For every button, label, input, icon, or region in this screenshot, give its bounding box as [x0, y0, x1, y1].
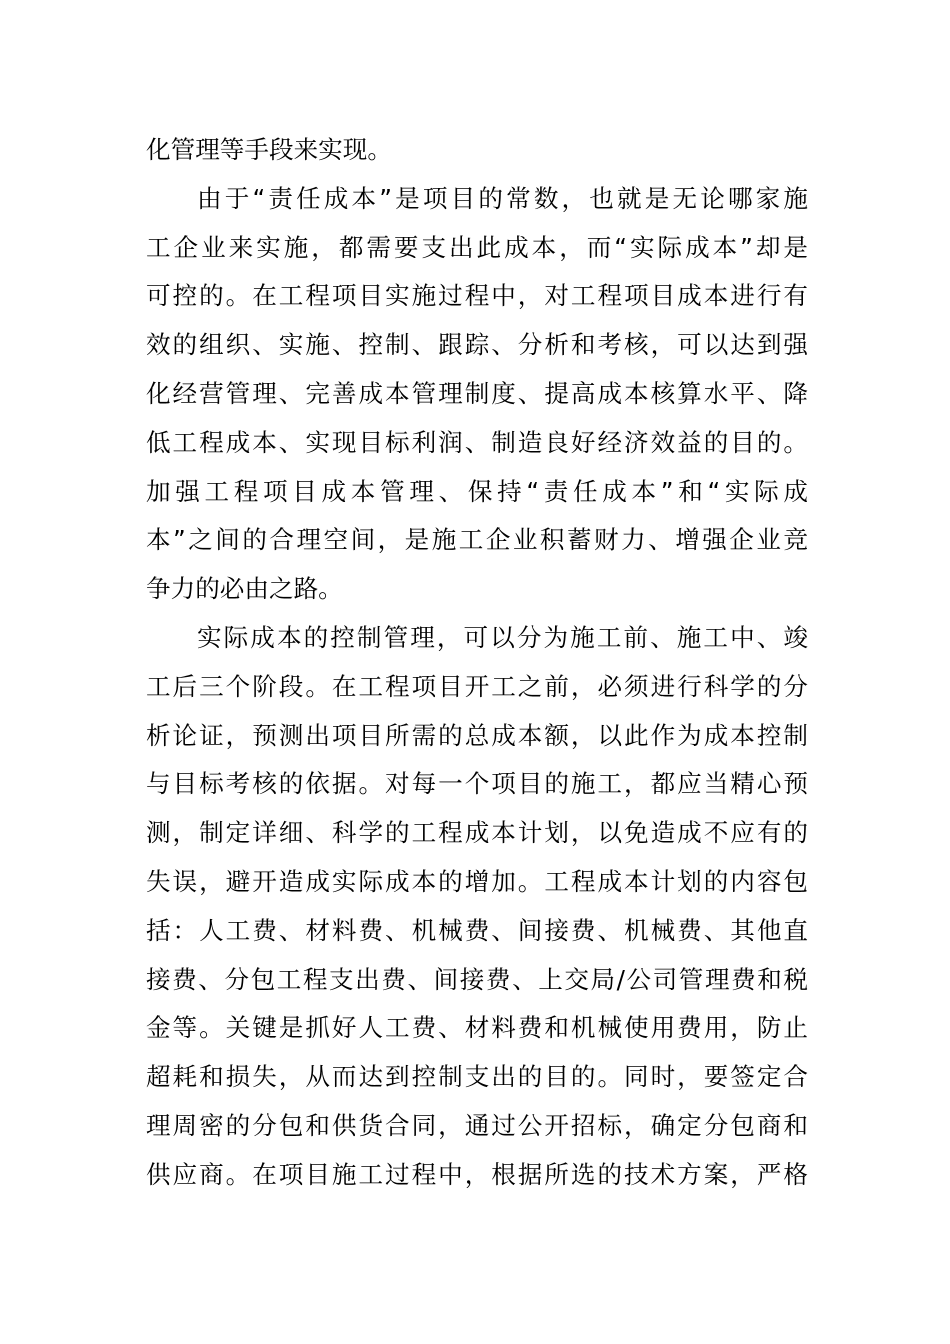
text-line: 超耗和损失，从而达到控制支出的目的。同时，要签定合 — [146, 1062, 808, 1092]
text-line: 实际成本的控制管理，可以分为施工前、施工中、竣 — [197, 622, 808, 652]
text-line: 与目标考核的依据。对每一个项目的施工，都应当精心预 — [146, 769, 808, 799]
body-text — [146, 126, 808, 1200]
text-line: 低工程成本、实现目标利润、制造良好经济效益的目的。 — [146, 427, 808, 457]
text-line: 理周密的分包和供货合同，通过公开招标，确定分包商和 — [146, 1110, 808, 1140]
text-line: 测，制定详细、科学的工程成本计划，以免造成不应有的 — [146, 818, 808, 848]
text-line: 由于“责任成本”是项目的常数，也就是无论哪家施 — [197, 183, 808, 213]
text-line: 金等。关键是抓好人工费、材料费和机械使用费用，防止 — [146, 1013, 808, 1043]
text-line: 失误，避开造成实际成本的增加。工程成本计划的内容包 — [146, 866, 808, 896]
text-line: 供应商。在项目施工过程中，根据所选的技术方案，严格 — [146, 1159, 808, 1189]
text-line: 工后三个阶段。在工程项目开工之前，必须进行科学的分 — [146, 671, 808, 701]
text-line: 化管理等手段来实现。 — [146, 135, 392, 164]
text-line: 化经营管理、完善成本管理制度、提高成本核算水平、降 — [146, 378, 808, 408]
text-line: 本”之间的合理空间，是施工企业积蓄财力、增强企业竞 — [146, 525, 808, 555]
text-line: 工企业来实施，都需要支出此成本，而“实际成本”却是 — [146, 232, 808, 262]
text-line: 接费、分包工程支出费、间接费、上交局/公司管理费和税 — [146, 964, 808, 994]
text-line: 括：人工费、材料费、机械费、间接费、机械费、其他直 — [146, 915, 808, 945]
text-line: 效的组织、实施、控制、跟踪、分析和考核，可以达到强 — [146, 330, 808, 360]
text-line: 析论证，预测出项目所需的总成本额，以此作为成本控制 — [146, 720, 808, 750]
text-line: 加强工程项目成本管理、保持“责任成本”和“实际成 — [146, 476, 808, 506]
text-line: 争力的必由之路。 — [146, 574, 343, 604]
text-line: 可控的。在工程项目实施过程中，对工程项目成本进行有 — [146, 281, 808, 311]
